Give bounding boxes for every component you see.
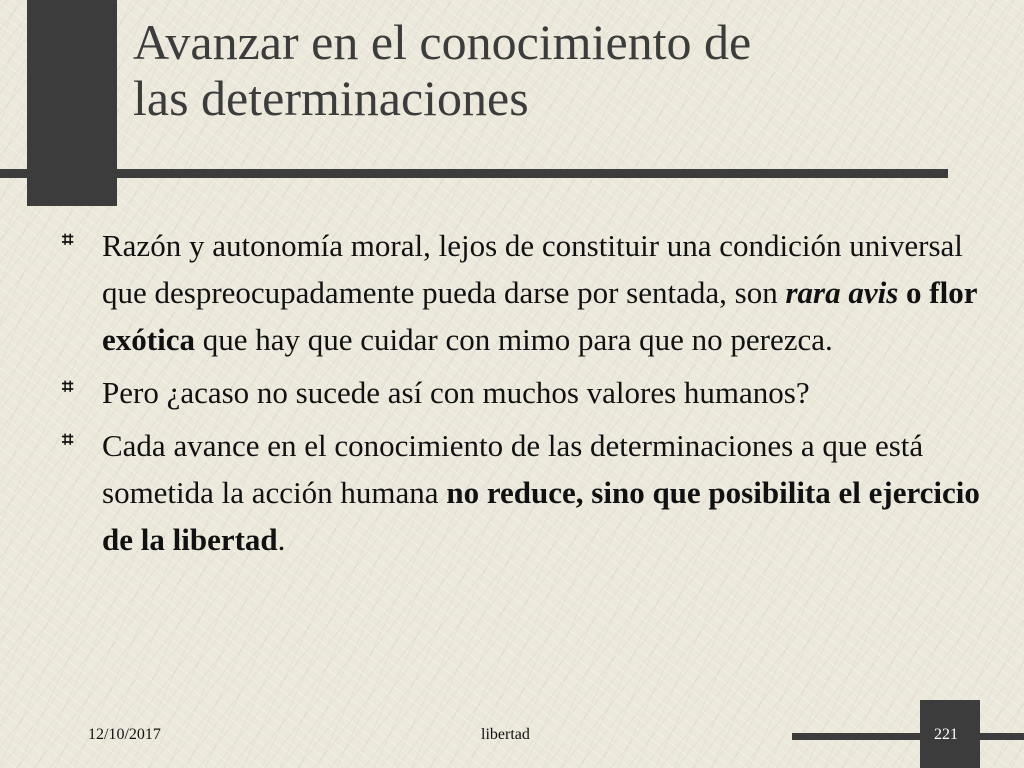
- footer-topic: libertad: [481, 726, 530, 743]
- bullet-item: [62, 422, 1002, 563]
- bullet-item: [62, 369, 1002, 416]
- bullet-text-plain: Razón y autonomía moral, lejos de constituir una condición universal que despreocupadamente pueda darse por sentada, son: [102, 228, 963, 310]
- bullet-text-plain: que hay que cuidar con mimo para que no perezca.: [194, 322, 833, 357]
- bullet-text-bold: o flor exótica: [102, 275, 977, 357]
- bullet-text: [102, 428, 980, 557]
- footer-rule: [792, 733, 1024, 740]
- bullet-list: [62, 222, 1002, 569]
- bullet-text: [102, 375, 810, 410]
- bullet-text-bold-italic: rara avis: [785, 275, 899, 310]
- title-underline-rule: [0, 169, 948, 178]
- slide-title-line-1: Avanzar en el conocimiento de: [133, 14, 752, 70]
- bullet-text-plain: Pero ¿acaso no sucede así con muchos valores humanos?: [102, 375, 810, 410]
- slide-title-line-2: las determinaciones: [133, 70, 529, 126]
- bullet-text-plain: Cada avance en el conocimiento de las determinaciones a que está sometida la acción humana: [102, 428, 924, 510]
- bullet-text: [102, 228, 977, 357]
- bullet-item: [62, 222, 1002, 363]
- bullet-text-plain: [898, 275, 906, 310]
- slide-title: [133, 14, 993, 126]
- footer-date: 12/10/2017: [88, 726, 161, 743]
- hash-bullet-icon: ⌗: [62, 227, 74, 251]
- bullet-text-plain: .: [277, 522, 286, 557]
- slide-number: 221: [934, 726, 958, 743]
- bullet-text-bold: no reduce, sino que posibilita el ejercicio de la libertad: [102, 475, 980, 557]
- hash-bullet-icon: ⌗: [62, 427, 74, 451]
- hash-bullet-icon: ⌗: [62, 374, 74, 398]
